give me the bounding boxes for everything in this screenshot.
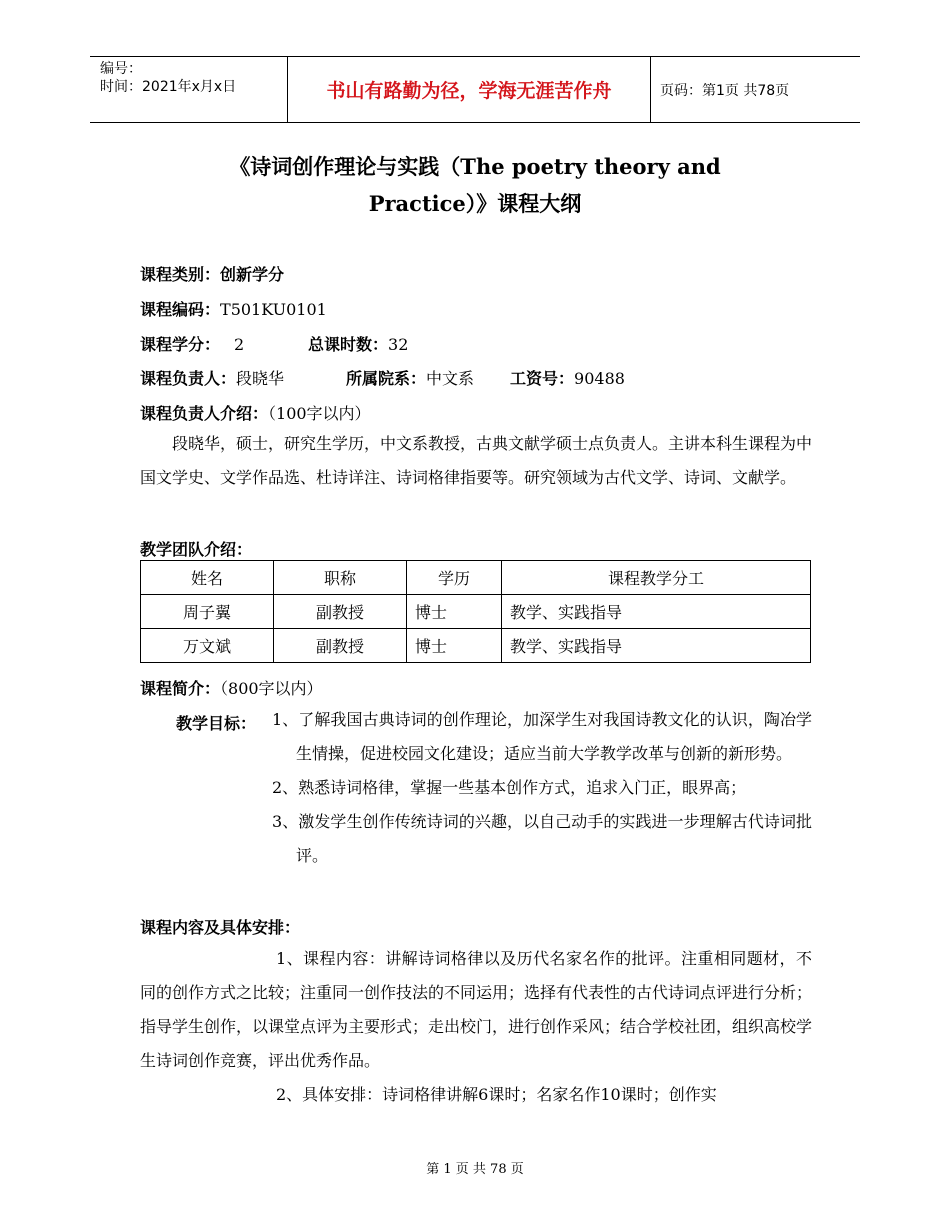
content-label: 课程内容及具体安排： <box>140 918 301 937</box>
document-title <box>140 148 810 222</box>
team-table <box>140 560 811 663</box>
header-top-rule <box>90 56 860 57</box>
intro-label: 课程负责人介绍： <box>140 404 269 423</box>
leader-value: 段晓华 <box>236 369 285 388</box>
hours-value: 32 <box>388 335 409 354</box>
team-table-header <box>141 561 811 595</box>
doc-time-label: 时间：2021年x月x日 <box>100 79 237 95</box>
field-code <box>140 297 327 320</box>
goal-label: 教学目标： <box>176 714 257 733</box>
goal-item-1: 1、了解我国古典诗词的创作理论，加深学生对我国诗教文化的认识，陶冶学生情操，促进校园文化建设；适应当前大学教学改革与创新的新形势。 <box>272 710 812 763</box>
dept-label: 所属院系： <box>346 369 427 388</box>
col-header-title: 职称 <box>274 561 407 595</box>
category-label: 课程类别： <box>140 265 221 284</box>
col-header-duty: 课程教学分工 <box>502 561 811 595</box>
dept-value: 中文系 <box>426 369 475 388</box>
title-line-1: 《诗词创作理论与实践（The poetry theory and <box>229 154 721 179</box>
col-header-degree: 学历 <box>407 561 502 595</box>
page-footer: 第 1 页 共 78 页 <box>426 1162 524 1177</box>
leader-intro-paragraph <box>140 427 812 495</box>
field-leader <box>140 366 625 389</box>
col-header-name: 姓名 <box>141 561 274 595</box>
header-page-info: 页码：第1页 共78页 <box>660 83 790 99</box>
doc-number-label: 编号： <box>100 61 142 77</box>
field-credit-hours <box>140 332 408 355</box>
code-value: T501KU0101 <box>220 300 327 319</box>
intro-note: （100字以内） <box>268 404 371 423</box>
title-line-2: Practice）》课程大纲 <box>368 191 582 216</box>
hours-label: 总课时数： <box>308 335 389 354</box>
cell-title: 副教授 <box>274 595 407 629</box>
cell-duty: 教学、实践指导 <box>502 629 811 663</box>
header-motto: 书山有路勤为径，学海无涯苦作舟 <box>326 80 612 102</box>
cell-degree: 博士 <box>407 629 502 663</box>
leader-label: 课程负责人： <box>140 369 237 388</box>
cell-name: 万文斌 <box>141 629 274 663</box>
content-paragraphs <box>140 942 812 1112</box>
brief-label: 课程简介： <box>140 679 221 698</box>
table-row <box>141 629 811 663</box>
field-leader-intro <box>140 401 371 424</box>
credit-label: 课程学分： <box>140 335 221 354</box>
field-brief <box>140 676 323 699</box>
cell-name: 周子翼 <box>141 595 274 629</box>
content-p1: 1、课程内容：讲解诗词格律以及历代名家名作的批评。注重相同题材，不同的创作方式之比较；注重同一创作技法的不同运用；选择有代表性的古代诗词点评进行分析；指导学生创作，以课堂点评为主要形式；走出校门，进行创作采风；结合学校社团，组织高校学生诗词创作竞赛，评出优秀作品。 <box>140 949 813 1070</box>
code-label: 课程编码： <box>140 300 221 319</box>
cell-degree: 博士 <box>407 595 502 629</box>
table-row <box>141 595 811 629</box>
credit-value: 2 <box>234 335 245 354</box>
cell-duty: 教学、实践指导 <box>502 595 811 629</box>
header-meta <box>100 60 236 96</box>
content-p2: 2、具体安排：诗词格律讲解6课时；名家名作10课时；创作实 <box>276 1085 717 1104</box>
goal-item-3: 3、激发学生创作传统诗词的兴趣，以自己动手的实践进一步理解古代诗词批评。 <box>272 812 812 865</box>
id-label: 工资号： <box>510 369 575 388</box>
team-label: 教学团队介绍： <box>140 540 253 559</box>
header-bottom-rule <box>90 122 860 123</box>
goal-item-2: 2、熟悉诗词格律，掌握一些基本创作方式，追求入门正，眼界高； <box>272 778 747 797</box>
header-divider-right <box>650 57 651 122</box>
cell-title: 副教授 <box>274 629 407 663</box>
category-value: 创新学分 <box>220 265 285 284</box>
leader-intro-text: 段晓华，硕士，研究生学历，中文系教授，古典文献学硕士点负责人。主讲本科生课程为中国文学史、文学作品选、杜诗详注、诗词格律指要等。研究领域为古代文学、诗词、文献学。 <box>140 434 813 487</box>
field-category <box>140 262 284 285</box>
goal-list <box>272 703 812 873</box>
id-value: 90488 <box>574 369 625 388</box>
brief-note: （800字以内） <box>220 679 323 698</box>
